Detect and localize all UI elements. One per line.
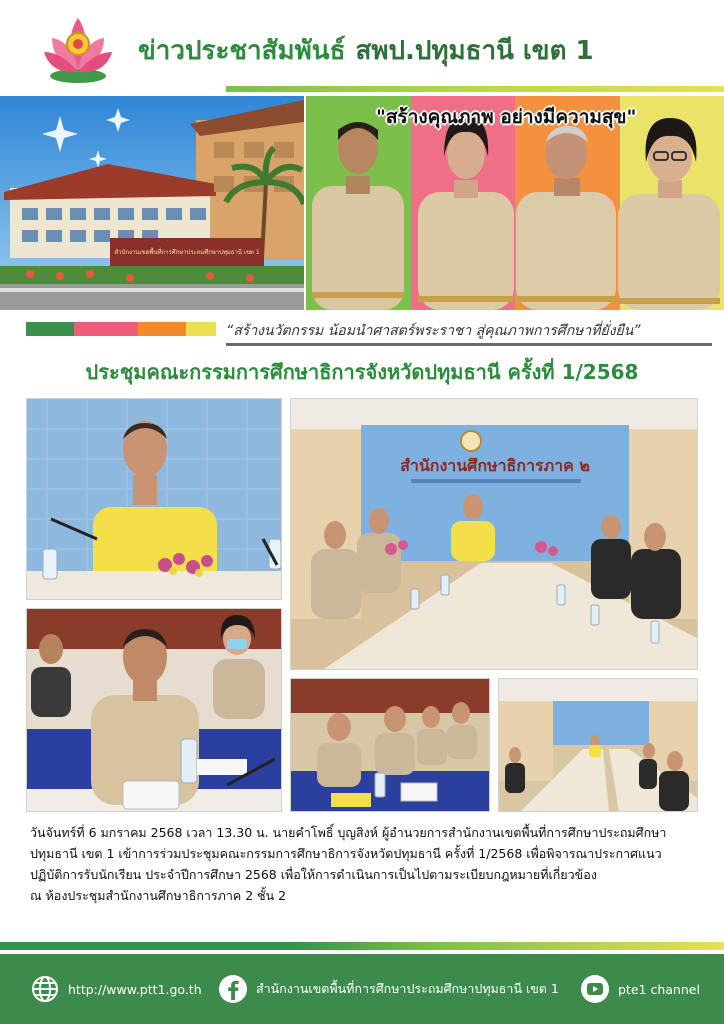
executive-2 — [418, 116, 514, 310]
hero-banner — [0, 96, 724, 310]
youtube-link[interactable] — [580, 954, 700, 1024]
executive-1 — [312, 122, 404, 310]
executive-3 — [516, 126, 616, 310]
header — [0, 0, 724, 96]
youtube-icon — [580, 974, 610, 1004]
photo-committee-table-side — [290, 678, 490, 812]
photo-meeting-room-wide — [290, 398, 698, 670]
slogan-text: "สร้างคุณภาพ อย่างมีความสุข" — [376, 106, 637, 128]
website-link[interactable] — [30, 954, 202, 1024]
website-url: http://www.ptt1.go.th — [68, 981, 202, 997]
motto-text: “สร้างนวัตกรรม น้อมนำศาสตร์พระราชา สู่คุณภาพการศึกษาที่ยั่งยืน” — [226, 323, 641, 339]
executive-4 — [618, 118, 720, 310]
caption-line: ปฏิบัติการรับนักเรียน ประจำปีการศึกษา 2568 เพื่อให้การดำเนินการเป็นไปตามระเบียบกฎหมายที่เกี่ยวข้อง — [30, 867, 597, 882]
stripe-pink — [74, 322, 138, 336]
news-headline: ประชุมคณะกรรมการศึกษาธิการจังหวัดปทุมธานี ครั้งที่ 1/2568 — [85, 360, 639, 384]
building-sign-text: สำนักงานเขตพื้นที่การศึกษาประถมศึกษาปทุมธานี เขต 1 — [114, 249, 260, 256]
photo-meeting-room-back — [498, 678, 698, 812]
office-title: สพป.ปทุมธานี เขต 1 — [355, 36, 594, 66]
room-sign-text: สำนักงานศึกษาธิการภาค ๒ — [400, 456, 590, 475]
photo-director-speaking — [26, 398, 282, 600]
facebook-link[interactable] — [218, 954, 559, 1024]
caption-line: ณ ห้องประชุมสำนักงานศึกษาธิการภาค 2 ชั้น 2 — [30, 888, 287, 903]
facebook-icon — [218, 974, 248, 1004]
footer — [0, 954, 724, 1024]
lotus-logo-icon — [40, 12, 116, 88]
news-caption — [30, 822, 710, 906]
photo-committee-members — [26, 608, 282, 812]
footer-accent-bar — [0, 942, 724, 950]
globe-icon — [30, 974, 60, 1004]
caption-line: ปทุมธานี เขต 1 เข้าการร่วมประชุมคณะกรรมการศึกษาธิการจังหวัดปทุมธานี ครั้งที่ 1/2568 เพื่อพิจารณาประกาศแนว — [30, 846, 662, 861]
facebook-page-name: สำนักงานเขตพื้นที่การศึกษาประถมศึกษาปทุมธานี เขต 1 — [256, 981, 559, 996]
caption-line: วันจันทร์ที่ 6 มกราคม 2568 เวลา 13.30 น. นายคำโพธิ์ บุญสิงห์ ผู้อำนวยการสำนักงานเขตพื้นที่การศึกษาประถมศึกษา — [30, 825, 667, 840]
youtube-channel-name: pte1 channel — [618, 981, 700, 997]
office-building-photo — [0, 96, 304, 310]
newsletter-title: ข่าวประชาสัมพันธ์ — [138, 36, 346, 66]
motto-underline — [226, 343, 712, 346]
stripe-yellow — [186, 322, 216, 336]
stripe-orange — [138, 322, 186, 336]
stripe-green — [26, 322, 74, 336]
header-accent-bar — [226, 86, 724, 92]
